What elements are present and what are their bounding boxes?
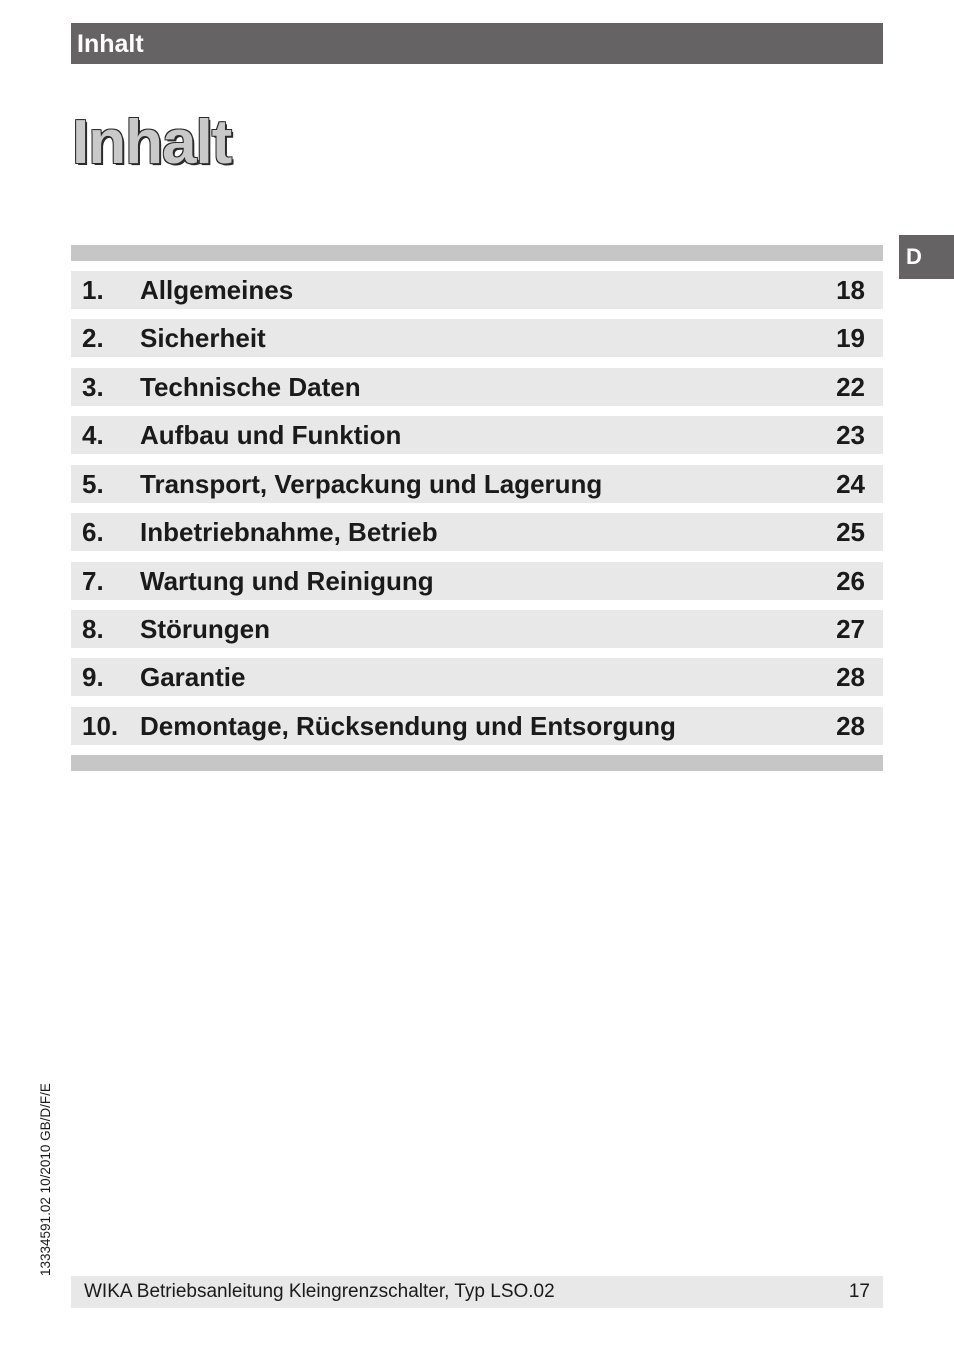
toc-entry-number: 1. (82, 275, 104, 305)
toc-entry-page: 28 (836, 711, 865, 741)
toc-entry-page: 18 (836, 275, 865, 305)
toc-entry-number: 9. (82, 662, 104, 692)
page-title: Inhalt (72, 108, 232, 177)
toc-entry-label: Sicherheit (140, 323, 266, 353)
toc-entry[interactable] (71, 562, 883, 600)
toc-entry-number: 3. (82, 372, 104, 402)
toc-entry[interactable] (71, 368, 883, 406)
footer-bar (71, 1276, 883, 1308)
toc-entry-page: 27 (836, 614, 865, 644)
toc-entry-label: Allgemeines (140, 275, 294, 305)
toc-entry[interactable] (71, 416, 883, 454)
toc-entry-label: Aufbau und Funktion (140, 420, 402, 450)
header-bar (71, 23, 883, 64)
toc-entry-label: Transport, Verpackung und Lagerung (140, 469, 603, 499)
footer-text: WIKA Betriebsanleitung Kleingrenzschalter, Typ LSO.02 (84, 1281, 555, 1302)
toc-entry-number: 6. (82, 517, 104, 547)
toc-entry-page: 26 (836, 566, 865, 596)
toc-bottom-rule (71, 755, 883, 771)
language-tab-label: D (906, 244, 922, 269)
toc-entry-label: Technische Daten (140, 372, 361, 402)
toc-entry-number: 8. (82, 614, 104, 644)
toc-entry-page: 28 (836, 662, 865, 692)
toc-top-rule (71, 245, 883, 261)
toc-entry-number: 5. (82, 469, 104, 499)
toc-entry-page: 22 (836, 372, 865, 402)
toc-entry[interactable] (71, 271, 883, 309)
toc-entry-page: 19 (836, 323, 865, 353)
toc-entry-number: 4. (82, 420, 104, 450)
toc-entry-page: 24 (836, 469, 865, 499)
toc-entry-number: 10. (82, 711, 119, 741)
toc-entry-label: Garantie (140, 662, 246, 692)
toc-entry[interactable] (71, 658, 883, 696)
toc-entry-label: Wartung und Reinigung (140, 566, 434, 596)
toc-entry[interactable] (71, 513, 883, 551)
document-code: 13334591.02 10/2010 GB/D/F/E (38, 1083, 53, 1276)
toc-entry-page: 25 (836, 517, 865, 547)
toc-entry-label: Inbetriebnahme, Betrieb (140, 517, 438, 547)
toc-entry[interactable] (71, 707, 883, 745)
header-title: Inhalt (77, 30, 144, 58)
footer-page-number: 17 (848, 1281, 870, 1302)
toc-entry-page: 23 (836, 420, 865, 450)
toc-entry-number: 2. (82, 323, 104, 353)
toc-entry[interactable] (71, 319, 883, 357)
toc-entry[interactable] (71, 610, 883, 648)
toc-entry-number: 7. (82, 566, 104, 596)
toc-entry-label: Störungen (140, 614, 270, 644)
toc-entry-label: Demontage, Rücksendung und Entsorgung (140, 711, 676, 741)
language-tab[interactable] (899, 235, 954, 279)
toc-entry[interactable] (71, 465, 883, 503)
